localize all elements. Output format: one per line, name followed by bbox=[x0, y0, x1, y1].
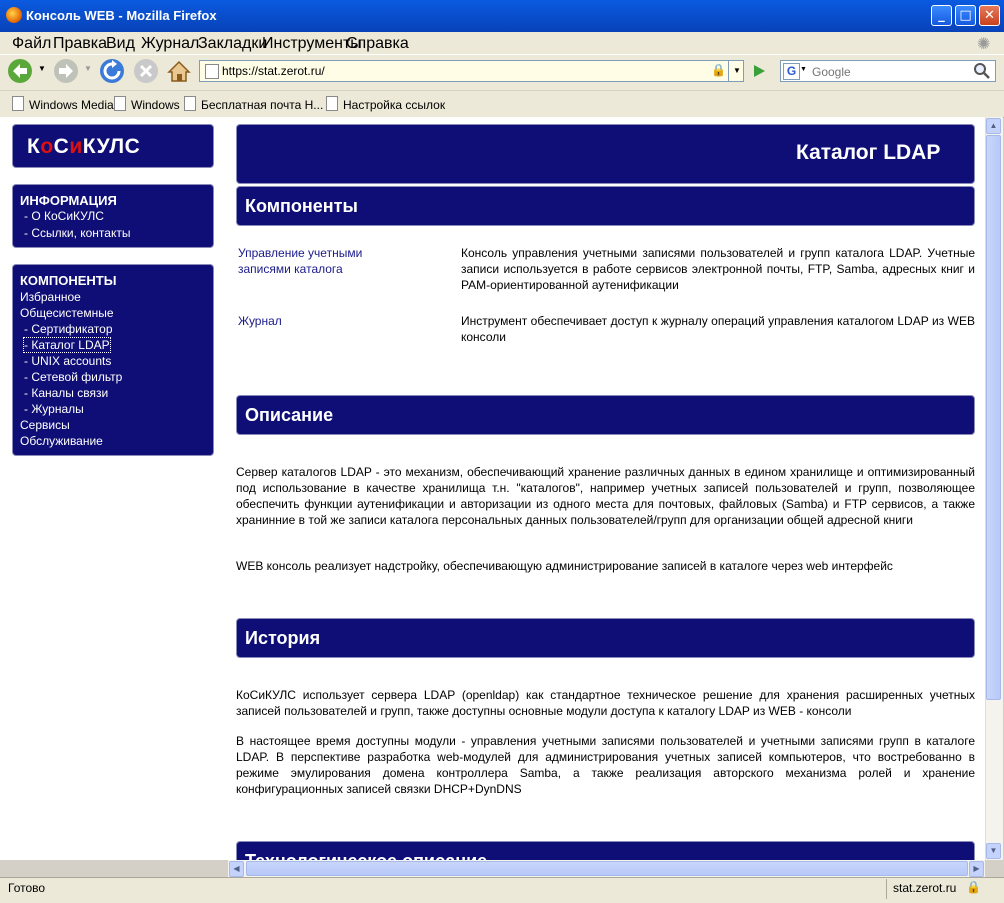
sidebar-item-logs[interactable]: - Журналы bbox=[24, 402, 84, 416]
components-heading: КОМПОНЕНТЫ bbox=[20, 273, 117, 288]
scroll-down-icon[interactable]: ▼ bbox=[986, 843, 1001, 859]
menu-history[interactable]: Журнал bbox=[141, 35, 200, 52]
go-arrow-icon[interactable] bbox=[750, 62, 768, 80]
sidebar-item-comm-channels[interactable]: - Каналы связи bbox=[24, 386, 109, 400]
reload-icon[interactable] bbox=[98, 57, 126, 85]
close-button[interactable]: ✕ bbox=[979, 5, 1000, 26]
sidebar-item-unix-accounts[interactable]: - UNIX accounts bbox=[24, 354, 112, 368]
search-magnifier-icon[interactable] bbox=[973, 62, 991, 80]
component-link-journal[interactable]: Журнал bbox=[238, 314, 282, 328]
sidebar-item-maintenance[interactable]: Обслуживание bbox=[20, 434, 103, 448]
bookmark-page-icon bbox=[184, 96, 196, 111]
status-divider bbox=[886, 879, 887, 899]
component-desc-journal: Инструмент обеспечивает доступ к журналу операций управления каталогом LDAP из WEB консоли bbox=[461, 314, 975, 344]
sidebar-item-certificator[interactable]: - Сертификатор bbox=[24, 322, 113, 336]
status-domain: stat.zerot.ru bbox=[893, 881, 957, 895]
components-section-title: Компоненты bbox=[245, 196, 358, 216]
sidebar-item-services[interactable]: Сервисы bbox=[20, 418, 70, 432]
forward-dropdown-icon[interactable]: ▼ bbox=[84, 64, 92, 73]
history-paragraph-1: КоСиКУЛС использует сервера LDAP (openldap) как стандартное техническое решение для хранения расширенных учетных записей пользователей и групп, также доступны основные модули доступа к каталогу LDAP из WEB - консоли bbox=[236, 688, 975, 718]
url-dropdown-icon[interactable]: ▼ bbox=[728, 61, 745, 81]
info-heading: ИНФОРМАЦИЯ bbox=[20, 193, 117, 208]
sidebar-item-favorites[interactable]: Избранное bbox=[20, 290, 81, 304]
forward-arrow-icon[interactable] bbox=[52, 57, 80, 85]
bookmark-windows-media[interactable]: Windows Media bbox=[12, 96, 114, 112]
history-paragraph-2: В настоящее время доступны модули - управления учетными записями пользователей и учетными записями групп в каталоге LDAP. В перспективе разработка web-модулей для администрирования учетных записей компьютеров, что востребованно в режиме эмулирования домена контроллера Samba, а также реализация авторского механизма ролей и хранение конфигурационных записей связки DHCP+DynDNS bbox=[236, 734, 975, 796]
menu-file[interactable]: Файл bbox=[12, 35, 52, 52]
search-engine-dropdown-icon[interactable]: ▼ bbox=[800, 66, 807, 73]
bookmark-page-icon bbox=[12, 96, 24, 111]
horizontal-scroll-thumb[interactable] bbox=[246, 861, 968, 876]
address-url[interactable]: https://stat.zerot.ru/ bbox=[222, 64, 325, 78]
scroll-right-icon[interactable]: ▶ bbox=[969, 861, 984, 877]
back-dropdown-icon[interactable]: ▼ bbox=[38, 64, 46, 73]
scroll-up-icon[interactable]: ▲ bbox=[986, 118, 1001, 134]
bookmark-free-mail[interactable]: Бесплатная почта H... bbox=[184, 96, 323, 112]
component-desc-accounts: Консоль управления учетными записями пользователей и групп каталога LDAP. Учетные записи используется в работе сервисов электронной почты, FTP, Samba, адресных книг и PAM-ориентированной аутенификации bbox=[461, 246, 975, 292]
menu-edit[interactable]: Правка bbox=[53, 35, 108, 52]
bookmark-link-settings[interactable]: Настройка ссылок bbox=[326, 96, 445, 112]
google-g-icon[interactable]: G bbox=[783, 63, 800, 80]
status-text: Готово bbox=[8, 881, 46, 895]
description-paragraph-1: Сервер каталогов LDAP - это механизм, обеспечивающий хранение различных данных в едином хранилище и оптимизированный под использование в качестве хранилища т.н. "каталогов", например учетных записей пользователей и групп, позволяющее обеспечить функции аутенификации и авторизации из одного места для почтовых, файловых (Samba) и FTP сервисов, а также хранинние в той же записи каталога персональных данных пользователей/групп для организации общей адресной книги bbox=[236, 465, 975, 527]
throbber-icon: ✺ bbox=[977, 36, 991, 53]
menu-bookmarks[interactable]: Закладки bbox=[198, 35, 268, 52]
description-paragraph-2: WEB консоль реализует надстройку, обеспечивающую администрирование записей в каталоге через web интерфейс bbox=[236, 559, 893, 573]
site-logo[interactable]: КоСиКУЛС bbox=[27, 135, 141, 158]
back-arrow-icon[interactable] bbox=[6, 57, 34, 85]
sidebar-item-ldap-catalog[interactable]: - Каталог LDAP bbox=[24, 338, 110, 352]
firefox-logo-icon bbox=[6, 7, 22, 23]
lock-icon: 🔒 bbox=[711, 63, 726, 77]
menu-tools[interactable]: Инструменты bbox=[262, 35, 362, 52]
status-bar bbox=[0, 877, 1004, 903]
home-icon[interactable] bbox=[165, 57, 193, 85]
description-section-bar bbox=[236, 395, 975, 435]
history-section-bar bbox=[236, 618, 975, 658]
site-page-icon bbox=[205, 64, 219, 79]
components-section-bar bbox=[236, 186, 975, 226]
minimize-button[interactable]: _ bbox=[931, 5, 952, 26]
window-title: Консоль WEB - Mozilla Firefox bbox=[26, 8, 217, 23]
sidebar-item-links-contacts[interactable]: - Ссылки, контакты bbox=[24, 226, 131, 240]
stop-icon[interactable] bbox=[132, 57, 160, 85]
vertical-scroll-thumb[interactable] bbox=[986, 135, 1001, 700]
tech-section-clip bbox=[0, 841, 985, 860]
title-bar bbox=[0, 0, 1004, 32]
menu-help[interactable]: Справка bbox=[346, 35, 409, 52]
status-lock-icon[interactable]: 🔒 bbox=[966, 880, 981, 894]
sidebar-item-system[interactable]: Общесистемные bbox=[20, 306, 114, 320]
sidebar-item-network-filter[interactable]: - Сетевой фильтр bbox=[24, 370, 123, 384]
bookmark-page-icon bbox=[326, 96, 338, 111]
search-input[interactable] bbox=[810, 62, 972, 81]
sidebar-item-about[interactable]: - О КоСиКУЛС bbox=[24, 209, 104, 223]
bookmark-windows[interactable]: Windows bbox=[114, 96, 180, 112]
component-link-accounts[interactable]: Управление учетными записями каталога bbox=[238, 246, 363, 276]
menu-view[interactable]: Вид bbox=[106, 35, 135, 52]
page-title: Каталог LDAP bbox=[796, 141, 941, 164]
bookmark-page-icon bbox=[114, 96, 126, 111]
history-section-title: История bbox=[245, 628, 321, 648]
description-section-title: Описание bbox=[245, 405, 334, 425]
scroll-left-icon[interactable]: ◀ bbox=[229, 861, 244, 877]
maximize-button[interactable]: □ bbox=[955, 5, 976, 26]
